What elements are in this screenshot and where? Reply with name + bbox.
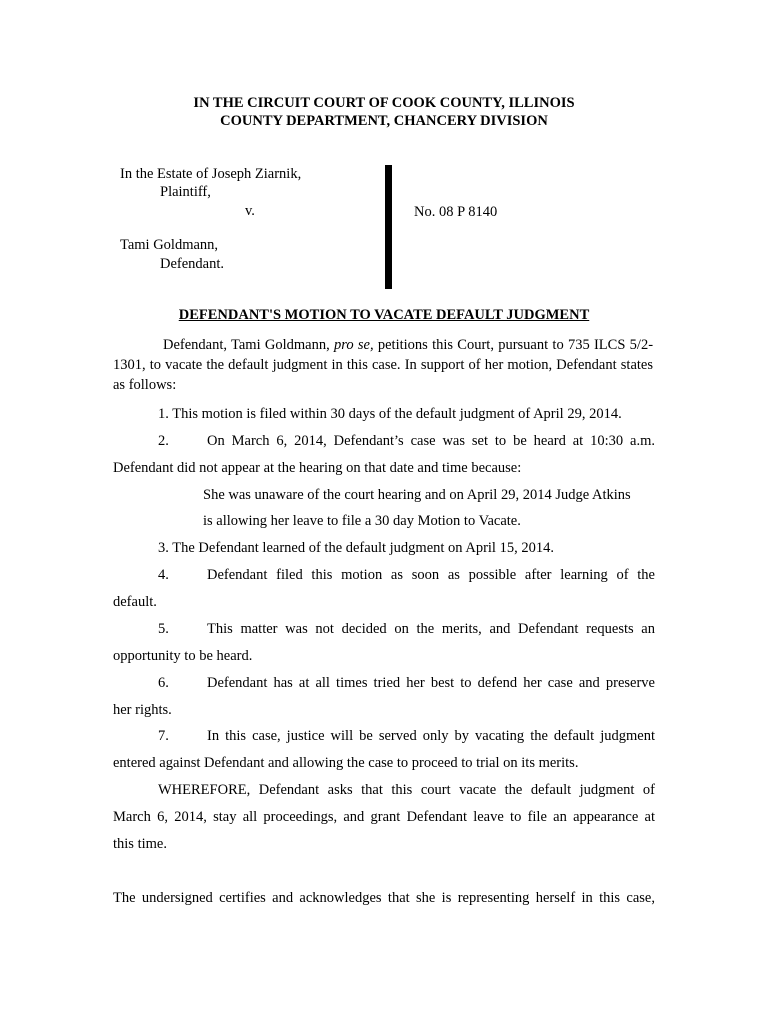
caption-divider (385, 165, 392, 289)
paragraph-2-line-1 (113, 433, 655, 450)
paragraph-1: 1. This motion is filed within 30 days of the default judgment of April 29, 2014. (158, 406, 622, 422)
paragraph-5-line-1 (113, 621, 655, 638)
paragraph-4-text-2: default. (113, 594, 157, 610)
wherefore-text-3: this time. (113, 836, 167, 852)
paragraph-4-line-1 (113, 567, 655, 584)
paragraph-4-text-1: Defendant filed this motion as soon as possible after learning of the (207, 567, 655, 583)
wherefore-text-2: March 6, 2014, stay all proceedings, and grant Defendant leave to file an appearance at (113, 809, 655, 825)
paragraph-7-text-2: entered against Defendant and allowing the case to proceed to trial on its merits. (113, 755, 579, 771)
motion-intro (113, 335, 653, 395)
paragraph-7-number: 7. (158, 728, 169, 744)
court-name: IN THE CIRCUIT COURT OF COOK COUNTY, ILLINOIS (193, 95, 575, 111)
paragraph-6-text-2: her rights. (113, 702, 172, 718)
certification-text: The undersigned certifies and acknowledges that she is representing herself in this case, (113, 890, 655, 906)
caption-estate: In the Estate of Joseph Ziarnik, (120, 166, 302, 182)
case-number: No. 08 P 8140 (414, 204, 498, 220)
paragraph-7-text-1: In this case, justice will be served only by vacating the default judgment (207, 728, 655, 744)
paragraph-5-number: 5. (158, 621, 169, 637)
paragraph-2-text-2: Defendant did not appear at the hearing on that date and time because: (113, 460, 522, 476)
wherefore-line-1 (158, 782, 655, 799)
paragraph-4-number: 4. (158, 567, 169, 583)
paragraph-2-text-1: On March 6, 2014, Defendant’s case was set to be heard at 10:30 a.m. (207, 433, 655, 449)
paragraph-2-quote-1: She was unaware of the court hearing and on April 29, 2014 Judge Atkins (203, 487, 631, 503)
paragraph-5-text-1: This matter was not decided on the merits, and Defendant requests an (207, 621, 655, 637)
caption-defendant-role: Defendant. (160, 256, 225, 272)
caption-plaintiff-role: Plaintiff, (160, 184, 211, 200)
paragraph-2-quote-2: is allowing her leave to file a 30 day Motion to Vacate. (203, 513, 521, 529)
intro-pro-se: pro se, (334, 337, 374, 353)
paragraph-6-number: 6. (158, 675, 169, 691)
caption-versus: v. (245, 203, 255, 219)
wherefore-text-1: WHEREFORE, Defendant asks that this court vacate the default judgment of (158, 782, 655, 798)
paragraph-3: 3. The Defendant learned of the default judgment on April 15, 2014. (158, 540, 554, 556)
wherefore-line-2 (113, 809, 655, 826)
paragraph-6-line-1 (113, 675, 655, 692)
paragraph-2-number: 2. (158, 433, 169, 449)
caption-defendant-name: Tami Goldmann, (120, 237, 219, 253)
intro-text-b: petitions this Court, pursuant to 735 ILCS 5/2-1301, to vacate the default judgment in this case. In support of her motion, Defendant states as follows: (113, 337, 654, 393)
paragraph-5-text-2: opportunity to be heard. (113, 648, 253, 664)
certification-line (113, 890, 655, 907)
motion-title: DEFENDANT'S MOTION TO VACATE DEFAULT JUDGMENT (178, 307, 590, 323)
court-division: COUNTY DEPARTMENT, CHANCERY DIVISION (220, 113, 548, 129)
intro-text-a: Defendant, Tami Goldmann, (163, 337, 330, 353)
paragraph-6-text-1: Defendant has at all times tried her best to defend her case and preserve (207, 675, 655, 691)
paragraph-7-line-1 (113, 728, 655, 745)
